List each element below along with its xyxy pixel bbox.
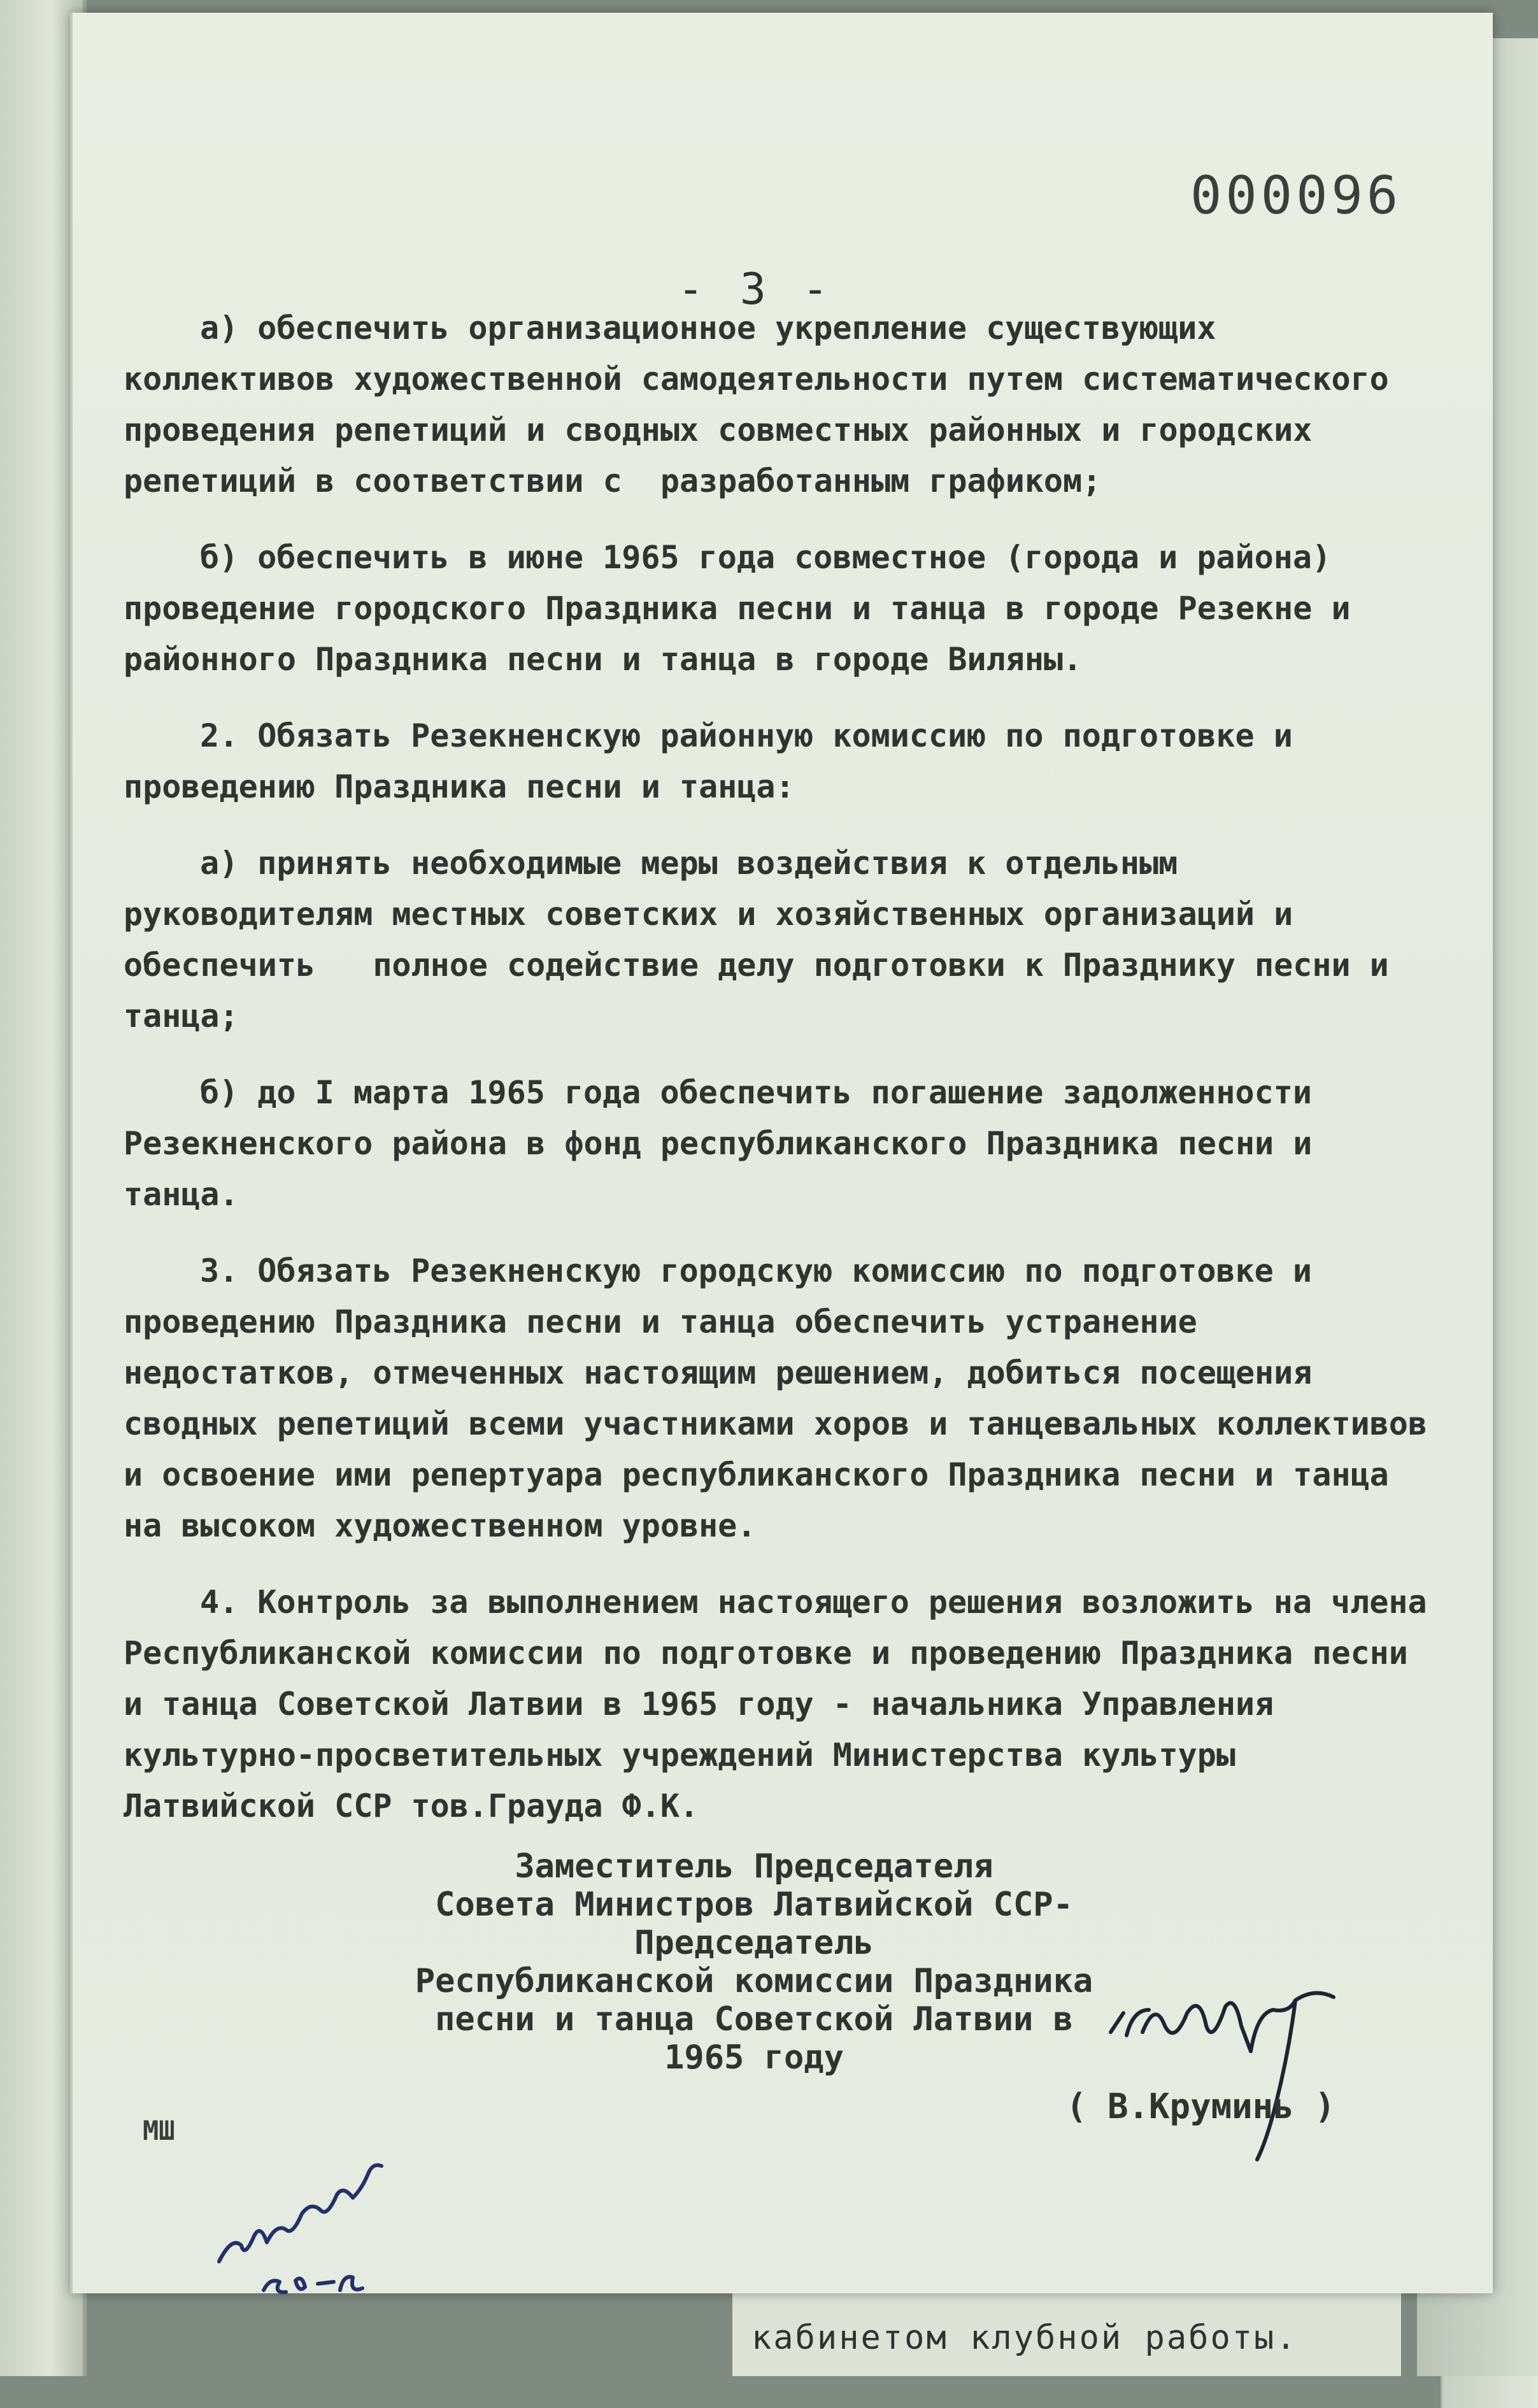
- signature-line: песни и танца Советской Латвии в: [435, 2000, 1073, 2039]
- paragraph-2: 2. Обязать Резекненскую районную комиссию по подготовке и проведению Праздника песни и танца:: [124, 717, 1312, 805]
- document-page: [70, 13, 1493, 2293]
- signature-line: Председатель: [634, 1924, 874, 1962]
- signature-line: Заместитель Председателя: [515, 1847, 993, 1886]
- archive-number: 000096: [1190, 166, 1402, 226]
- handwritten-note-icon: [206, 2140, 410, 2306]
- signature-line: Совета Министров Латвийской ССР-: [435, 1886, 1073, 1924]
- typist-initials: МШ: [143, 2115, 175, 2146]
- paragraph-2-b: б) до I марта 1965 года обеспечить погашение задолженности Резекненского района в фонд республиканского Праздника песни и танца.: [124, 1074, 1332, 1213]
- signature-title-block: [372, 1847, 1136, 2077]
- paragraph-2-a: а) принять необходимые меры воздействия к отдельным руководителям местных советских и хозяйственных организаций и обеспечить полное содействие делу подготовки к Празднику песни и танца;: [124, 845, 1408, 1035]
- paragraph-2b: б) обеспечить в июне 1965 года совместное (города и района) проведение городского Праздника песни и танца в городе Резекне и районного Праздника песни и танца в городе Виляны.: [124, 539, 1370, 678]
- underlying-bottom-sheet: [732, 2293, 1401, 2376]
- signature-line: 1965 году: [664, 2039, 844, 2077]
- paragraph-4: 4. Контроль за выполнением настоящего решения возложить на члена Республиканской комиссии по подготовке и проведению Праздника песни и танца Советской Латвии в 1965 году - начальника Управления культурно-просветительных учреждений Министерства культуры Латвийской ССР тов.Грауда Ф.К.: [124, 1584, 1446, 1824]
- bottom-fragment-text: кабинетом клубной работы.: [751, 2319, 1298, 2357]
- page-number: - 3 -: [678, 264, 834, 315]
- signer-name: ( В.Круминь ): [1066, 2086, 1335, 2126]
- document-body: [124, 303, 1447, 1857]
- signature-line: Республиканской комиссии Праздника: [415, 1962, 1093, 2000]
- handwritten-signature-icon: [1104, 1975, 1397, 2166]
- paragraph-2a: а) обеспечить организационное укрепление существующих коллективов художественной самодеятельности путем систематического проведения репетиций и сводных совместных районных и городских репетиций в соответствии с разработанным графиком;: [124, 310, 1408, 499]
- paragraph-3: 3. Обязать Резекненскую городскую комиссию по подготовке и проведению Праздника песни и танца обеспечить устранение недостатков, отмеченных настоящим решением, добиться посещения сводных репетиций всеми участниками хоров и танцевальных коллективов и освоение ими репертуара республиканского Праздника песни и танца на высоком художественном уровне.: [124, 1252, 1447, 1544]
